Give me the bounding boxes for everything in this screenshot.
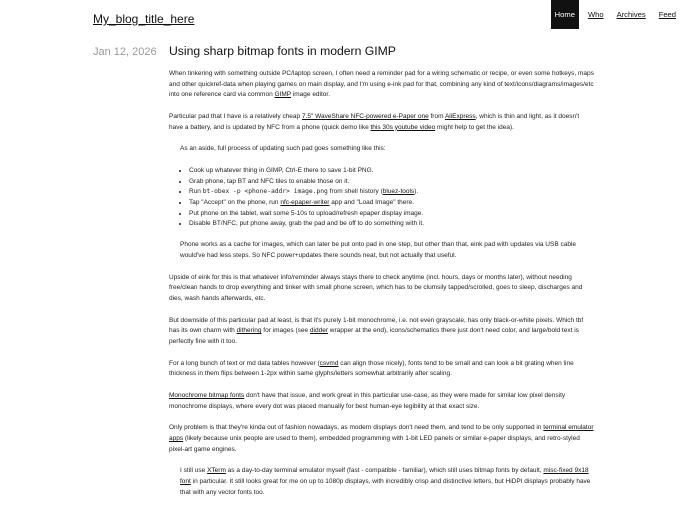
paragraph-8: I still use XTerm as a day-to-day terminal emulator myself (fast - compatible - familiar), which still uses bitmap fonts by default, misc-fixed 9x18 font in particular. It still looks great for me on up to 1080p displays, with incredibly crisp and distinctive letters, but HiDPI displays probably have that with any vector fonts too. — [180, 467, 591, 496]
list-item: • Grab phone, tap BT and NFC tiles to enable those on it. — [189, 177, 594, 188]
paragraph-2: Particular pad that I have is a relatively cheap 7.5" WaveShare NFC-powered e-Paper one from AliExpress, which is thin and light, as it doesn't have a battery, and is updated by NFC from a phone (quick demo like this 30s youtube video might help to get the idea). — [169, 112, 580, 131]
aside-block-2 — [180, 466, 594, 498]
aside-intro: As an aside, full process of updating such pad goes something like this: — [180, 145, 386, 153]
bluez-tools-link[interactable]: bluez-tools — [382, 188, 415, 196]
list-item: • Cook up whatever thing in GIMP, Ctrl-E there to save 1-bit PNG. — [189, 166, 594, 177]
post-content — [169, 69, 594, 509]
paragraph-1: When tinkering with something outside PC/laptop screen, I often need a reminder pad for a wiring schematic or recipe, or even some hotkeys, maps and other quickref-data when playing games on main display, and I'm using e-ink pad for that, combining any kind of text/icons/diagrams/images/etc into one reference card via common GIMP image editor. — [169, 70, 594, 99]
monochrome-bitmap-fonts-link[interactable]: Monochrome bitmap fonts — [169, 391, 245, 399]
paragraph-5: For a long bunch of text or md data tables however (csvmd can align those nicely), fonts tend to be small and can look a bit grating when line thickness in them flips between 1-2px within same glyphs/letters somewhat arbitrarily after scaling. — [169, 359, 574, 378]
dithering-link[interactable]: dithering — [236, 327, 262, 335]
aliexpress-link[interactable]: AliExpress — [444, 112, 476, 120]
list-item: • Run bt-obex -p <phone-addr> image.png from shell history (bluez-tools). — [189, 187, 594, 198]
top-nav — [551, 0, 688, 29]
nav-feed[interactable]: Feed — [658, 10, 676, 19]
terminal-emulator-apps-link[interactable]: terminal emulator apps — [169, 424, 594, 442]
paragraph-7: Only problem is that they're kinda out of fashion nowadays, as modern displays don't need them, and tend to be only supported in terminal emulator apps (likely because unix people are used to them), embedded programming with 1-bit LED panels or similar e-paper displays, and retro-styled pixel-art game engines. — [169, 424, 594, 453]
aside-outro: Phone works as a cache for images, which can later be put onto pad in one step, but other than that, eink pad with updates via USB cable would've had less steps. So NFC power+updates there sounds neat, but not actually that useful. — [180, 241, 577, 259]
gimp-link[interactable]: GIMP — [274, 91, 291, 99]
bt-obex-command: bt-obex -p <phone-addr> image.png — [202, 188, 328, 196]
waveshare-link[interactable]: 7.5" WaveShare NFC-powered e-Paper one — [301, 112, 429, 120]
aside-block — [180, 144, 594, 261]
paragraph-3: Upside of eink for this is that whatever info/reminder always stays there to check anytime (incl. hours, days or months later), without needing free/clean hands to drop everything and tinker with small phone screen, which has to be clumsily tapped/scrolled, goes to sleep, discharges and dies, wash hands afterwards, etc. — [169, 273, 583, 302]
list-item: • Disable BT/NFC, put phone away, grab the pad and be off to do something with it. — [189, 219, 594, 230]
nfc-epaper-writer-link[interactable]: nfc-epaper-writer — [280, 198, 330, 206]
misc-fixed-font-link[interactable]: misc-fixed 9x18 font — [180, 467, 589, 485]
paragraph-6: Monochrome bitmap fonts don't have that issue, and work great in this particular use-case, as they were made for similar low pixel density monochrome displays, where every dot was placed manually for best human-eye legibility at that exact size. — [169, 391, 566, 410]
xterm-link[interactable]: XTerm — [207, 467, 226, 475]
nav-archives[interactable]: Archives — [616, 10, 646, 19]
list-item: • Tap "Accept" on the phone, run nfc-epaper-writer app and "Load Image" there. — [189, 198, 594, 209]
nav-home[interactable]: Home — [551, 0, 579, 29]
youtube-video-link[interactable]: this 30s youtube video — [370, 123, 436, 131]
list-item: • Put phone on the tablet, wait some 5-10s to upload/refresh epaper display image. — [189, 209, 594, 220]
didder-link[interactable]: didder — [309, 327, 328, 335]
post-date: Jan 12, 2026 — [93, 46, 157, 58]
post-title: Using sharp bitmap fonts in modern GIMP — [169, 44, 396, 58]
steps-list — [180, 166, 594, 230]
paragraph-4: But downside of this particular pad at least, is that it's purely 1-bit monochrome, i.e. not even grayscale, has only black-or-white pixels. Which tbf has its own charm with dithering for images (see didder wrapper at the end), icons/schematics there just don't need color, and large/bold text is perfectly fine with it too. — [169, 316, 584, 345]
csvmd-link[interactable]: csvmd — [319, 359, 339, 367]
nav-who[interactable]: Who — [587, 10, 604, 19]
site-title-link[interactable]: My_blog_title_here — [93, 12, 195, 26]
